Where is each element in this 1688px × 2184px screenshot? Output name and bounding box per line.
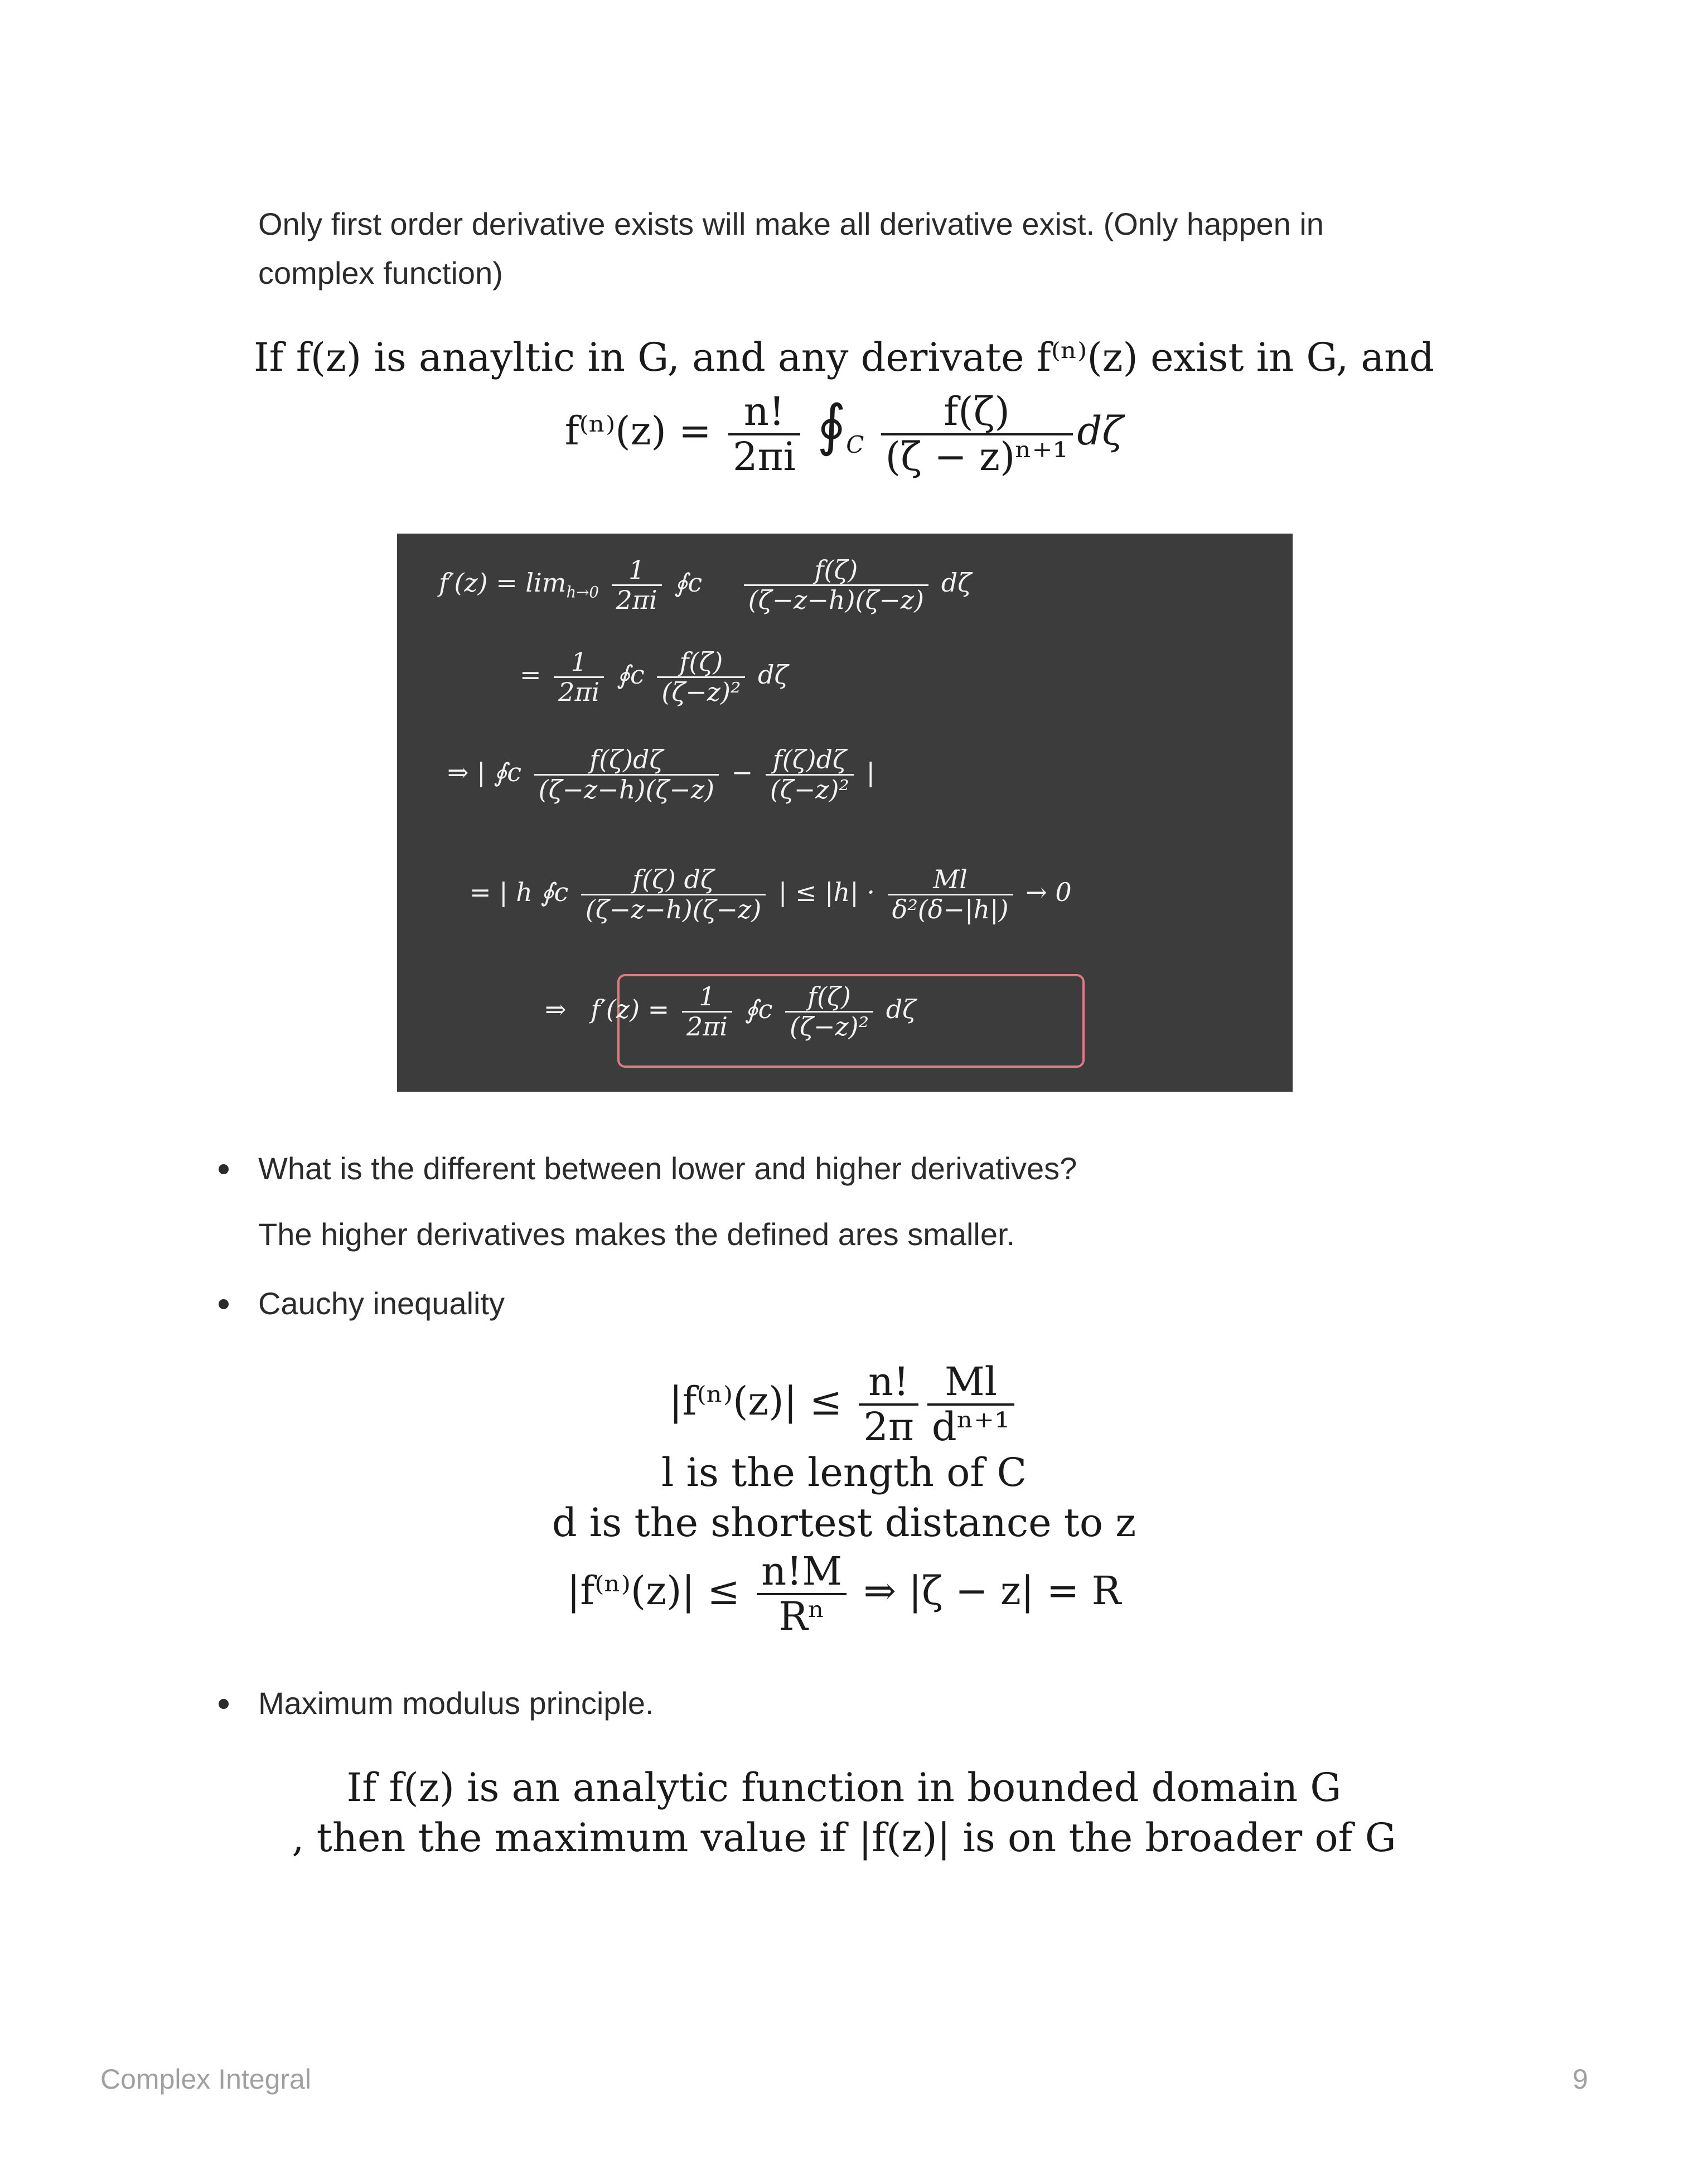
text: ⇒ |ζ − z| = R bbox=[863, 1568, 1121, 1614]
text: f′(z) = bbox=[591, 994, 670, 1025]
text: Rⁿ bbox=[778, 1594, 825, 1639]
board-line-5 bbox=[545, 982, 916, 1040]
text: dζ bbox=[886, 994, 917, 1025]
text: = bbox=[520, 660, 541, 690]
text: 2πi bbox=[616, 584, 657, 615]
bullet-icon bbox=[219, 1164, 229, 1174]
board-line-4 bbox=[470, 865, 1072, 923]
theorem-statement: If f(z) is anayltic in G, and any derivate f⁽ⁿ⁾(z) exist in G, and bbox=[254, 335, 1434, 380]
text: 1 bbox=[682, 982, 732, 1013]
integral-sub: C bbox=[846, 431, 864, 458]
bullet-icon bbox=[219, 1699, 229, 1709]
differential: dζ bbox=[1077, 408, 1124, 454]
text: Ml bbox=[927, 1360, 1014, 1406]
definition-d: d is the shortest distance to z bbox=[552, 1500, 1136, 1546]
bullet-1-label: What is the different between lower and higher derivatives? bbox=[258, 1151, 1077, 1186]
denominator: (ζ − z)ⁿ⁺¹ bbox=[885, 434, 1068, 480]
text: ⇒ bbox=[545, 994, 567, 1025]
text: f(ζ) bbox=[744, 556, 928, 586]
text: → 0 bbox=[1026, 877, 1072, 908]
text: f(ζ)dζ bbox=[534, 745, 719, 776]
text: 2πi bbox=[686, 1011, 728, 1042]
text: ∮c bbox=[674, 568, 703, 598]
text: ∮c bbox=[617, 660, 645, 690]
text: (ζ−z−h)(ζ−z) bbox=[538, 774, 715, 805]
numerator: f(ζ) bbox=[881, 390, 1073, 435]
theorem-formula bbox=[0, 390, 1688, 478]
text: (ζ−z)² bbox=[770, 774, 849, 805]
text: (ζ−z)² bbox=[661, 676, 741, 707]
text: dζ bbox=[758, 660, 789, 690]
text: |f⁽ⁿ⁾(z)| ≤ bbox=[567, 1568, 740, 1614]
text: f(ζ)dζ bbox=[766, 745, 854, 776]
bullet-icon bbox=[219, 1299, 229, 1309]
text: = | h ∮c bbox=[470, 877, 569, 908]
text: f′(z) = lim bbox=[439, 568, 567, 598]
formula-lhs: f⁽ⁿ⁾(z) = bbox=[564, 408, 712, 454]
contour-integral-icon: ∮ bbox=[817, 393, 847, 458]
text: − bbox=[731, 757, 753, 788]
text: n!M bbox=[757, 1550, 847, 1595]
text: |f⁽ⁿ⁾(z)| ≤ bbox=[669, 1378, 843, 1424]
intro-line-1: Only first order derivative exists will make all derivative exist. (Only happen in bbox=[258, 206, 1324, 241]
text: (ζ−z−h)(ζ−z) bbox=[748, 584, 925, 615]
text: (ζ−z)² bbox=[790, 1011, 869, 1042]
bullet-2-label: Cauchy inequality bbox=[258, 1286, 505, 1321]
text: n! bbox=[859, 1360, 918, 1406]
max-modulus-line-2: , then the maximum value if |f(z)| is on the broader of G bbox=[292, 1815, 1396, 1861]
text: f(ζ) dζ bbox=[581, 865, 766, 895]
bullet-1-sub: The higher derivatives makes the defined ares smaller. bbox=[258, 1217, 1015, 1252]
page-number: 9 bbox=[1573, 2064, 1588, 2095]
text: 2πi bbox=[558, 676, 600, 707]
text: δ²(δ−|h|) bbox=[892, 894, 1009, 924]
text: 1 bbox=[612, 556, 662, 586]
intro-line-2: complex function) bbox=[258, 255, 503, 290]
blackboard-image bbox=[397, 534, 1293, 1092]
text: 1 bbox=[554, 648, 604, 678]
text: Ml bbox=[888, 865, 1013, 895]
text: | bbox=[866, 757, 875, 788]
definition-l: l is the length of C bbox=[661, 1450, 1027, 1495]
text: ⇒ | ∮c bbox=[447, 757, 522, 788]
max-modulus-line-1: If f(z) is an analytic function in bounded domain G bbox=[346, 1765, 1342, 1810]
integrand-fraction bbox=[881, 390, 1073, 478]
cauchy-inequality bbox=[0, 1360, 1688, 1449]
cauchy-circle-bound bbox=[0, 1550, 1688, 1638]
text: dζ bbox=[941, 568, 972, 598]
coef-fraction bbox=[728, 390, 800, 478]
text: 2π bbox=[863, 1404, 914, 1450]
text: | ≤ |h| · bbox=[778, 877, 876, 908]
text: f(ζ) bbox=[785, 982, 873, 1013]
numerator: n! bbox=[728, 390, 800, 435]
text: f(ζ) bbox=[657, 648, 745, 678]
board-line-1 bbox=[439, 556, 971, 614]
board-line-3 bbox=[447, 745, 875, 803]
text: h→0 bbox=[566, 583, 599, 602]
bullet-3-label: Maximum modulus principle. bbox=[258, 1686, 654, 1721]
board-line-2 bbox=[520, 648, 788, 706]
text: dⁿ⁺¹ bbox=[931, 1404, 1010, 1450]
text: ∮c bbox=[744, 994, 773, 1025]
denominator: 2πi bbox=[732, 434, 796, 480]
text: (ζ−z−h)(ζ−z) bbox=[585, 894, 762, 924]
footer-title: Complex Integral bbox=[100, 2064, 311, 2095]
